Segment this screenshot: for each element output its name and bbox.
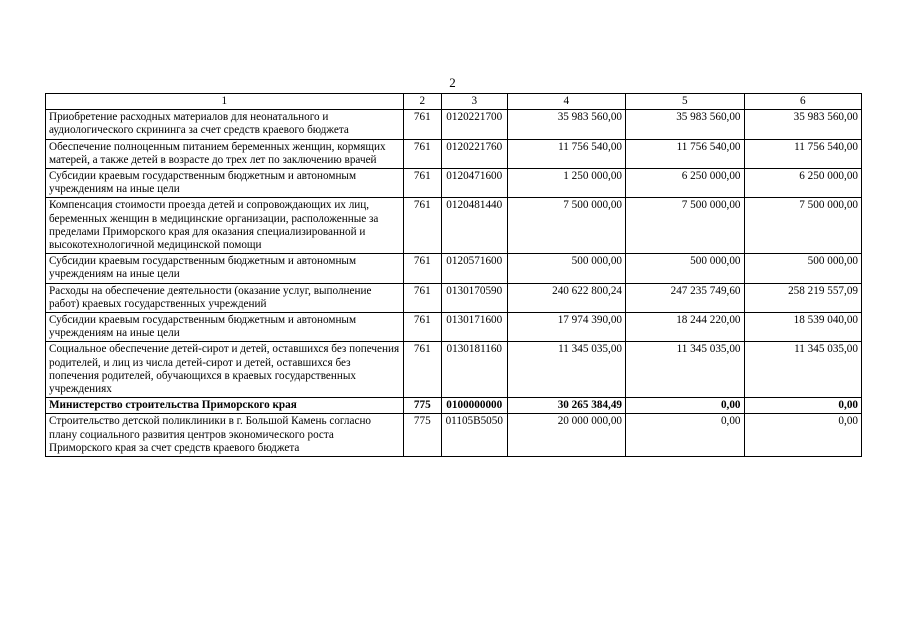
column-header: 4 (507, 94, 626, 110)
row-amount-year1-cell: 240 622 800,24 (507, 283, 626, 312)
budget-table (45, 93, 862, 457)
row-admin-code-cell: 761 (403, 254, 441, 283)
row-amount-year1-cell: 35 983 560,00 (507, 110, 626, 139)
row-amount-year3-cell: 6 250 000,00 (744, 169, 861, 198)
row-budget-code-cell: 01105В5050 (442, 414, 507, 457)
table-row (46, 198, 862, 254)
row-amount-year3-cell: 11 756 540,00 (744, 139, 861, 168)
row-admin-code-cell: 761 (403, 110, 441, 139)
row-amount-year2-cell: 11 345 035,00 (626, 342, 745, 398)
row-amount-year3-cell: 0,00 (744, 414, 861, 457)
row-amount-year1-cell: 7 500 000,00 (507, 198, 626, 254)
row-admin-code-cell: 761 (403, 342, 441, 398)
page-number: 2 (449, 75, 456, 90)
row-amount-year1-cell: 1 250 000,00 (507, 169, 626, 198)
row-amount-year1-cell: 11 345 035,00 (507, 342, 626, 398)
row-amount-year2-cell: 6 250 000,00 (626, 169, 745, 198)
row-amount-year1-cell: 11 756 540,00 (507, 139, 626, 168)
row-amount-year3-cell: 35 983 560,00 (744, 110, 861, 139)
row-name-cell: Обеспечение полноценным питанием беременных женщин, кормящих матерей, а также детей в возрасте до трех лет по заключению врачей (46, 139, 404, 168)
table-row (46, 283, 862, 312)
table-row (46, 110, 862, 139)
row-amount-year3-cell: 18 539 040,00 (744, 313, 861, 342)
row-budget-code-cell: 0130171600 (442, 313, 507, 342)
row-budget-code-cell: 0100000000 (442, 398, 507, 414)
row-budget-code-cell: 0120221760 (442, 139, 507, 168)
row-name-cell: Расходы на обеспечение деятельности (оказание услуг, выполнение работ) краевых государственных учреждений (46, 283, 404, 312)
table-row (46, 414, 862, 457)
row-amount-year2-cell: 11 756 540,00 (626, 139, 745, 168)
row-amount-year3-cell: 11 345 035,00 (744, 342, 861, 398)
row-name-cell: Строительство детской поликлиники в г. Большой Камень согласно плану социального развития центров экономического роста Приморского края за счет средств краевого бюджета (46, 414, 404, 457)
row-name-cell: Субсидии краевым государственным бюджетным и автономным учреждениям на иные цели (46, 254, 404, 283)
row-amount-year2-cell: 500 000,00 (626, 254, 745, 283)
column-header: 1 (46, 94, 404, 110)
row-budget-code-cell: 0130181160 (442, 342, 507, 398)
table-row (46, 139, 862, 168)
row-amount-year1-cell: 17 974 390,00 (507, 313, 626, 342)
column-header: 6 (744, 94, 861, 110)
table-row (46, 254, 862, 283)
row-amount-year3-cell: 500 000,00 (744, 254, 861, 283)
row-admin-code-cell: 761 (403, 198, 441, 254)
row-budget-code-cell: 0120471600 (442, 169, 507, 198)
row-name-cell: Субсидии краевым государственным бюджетным и автономным учреждениям на иные цели (46, 313, 404, 342)
row-name-cell: Министерство строительства Приморского края (46, 398, 404, 414)
row-name-cell: Компенсация стоимости проезда детей и сопровождающих их лиц, беременных женщин в медицинские организации, расположенные за пределами Приморского края для оказания специализированной и высокотехнологичной медицинской помощи (46, 198, 404, 254)
row-amount-year2-cell: 247 235 749,60 (626, 283, 745, 312)
row-admin-code-cell: 761 (403, 283, 441, 312)
row-amount-year3-cell: 0,00 (744, 398, 861, 414)
row-name-cell: Приобретение расходных материалов для неонатального и аудиологического скрининга за счет средств краевого бюджета (46, 110, 404, 139)
column-header: 3 (442, 94, 507, 110)
column-header: 5 (626, 94, 745, 110)
row-amount-year3-cell: 258 219 557,09 (744, 283, 861, 312)
row-admin-code-cell: 761 (403, 169, 441, 198)
column-header: 2 (403, 94, 441, 110)
row-amount-year2-cell: 7 500 000,00 (626, 198, 745, 254)
row-amount-year1-cell: 20 000 000,00 (507, 414, 626, 457)
row-amount-year3-cell: 7 500 000,00 (744, 198, 861, 254)
row-amount-year2-cell: 18 244 220,00 (626, 313, 745, 342)
row-admin-code-cell: 775 (403, 414, 441, 457)
table-row (46, 398, 862, 414)
table-row (46, 342, 862, 398)
row-amount-year2-cell: 0,00 (626, 414, 745, 457)
row-budget-code-cell: 0120481440 (442, 198, 507, 254)
row-budget-code-cell: 0120221700 (442, 110, 507, 139)
row-name-cell: Субсидии краевым государственным бюджетным и автономным учреждениям на иные цели (46, 169, 404, 198)
row-budget-code-cell: 0130170590 (442, 283, 507, 312)
row-amount-year1-cell: 500 000,00 (507, 254, 626, 283)
table-header-row (46, 94, 862, 110)
row-amount-year1-cell: 30 265 384,49 (507, 398, 626, 414)
table-row (46, 169, 862, 198)
row-amount-year2-cell: 35 983 560,00 (626, 110, 745, 139)
row-admin-code-cell: 775 (403, 398, 441, 414)
row-name-cell: Социальное обеспечение детей-сирот и детей, оставшихся без попечения родителей, и лиц из числа детей-сирот и детей, оставшихся без попечения родителей, обучающихся в краевых государственных учреждениях (46, 342, 404, 398)
row-amount-year2-cell: 0,00 (626, 398, 745, 414)
row-admin-code-cell: 761 (403, 139, 441, 168)
table-row (46, 313, 862, 342)
row-admin-code-cell: 761 (403, 313, 441, 342)
row-budget-code-cell: 0120571600 (442, 254, 507, 283)
